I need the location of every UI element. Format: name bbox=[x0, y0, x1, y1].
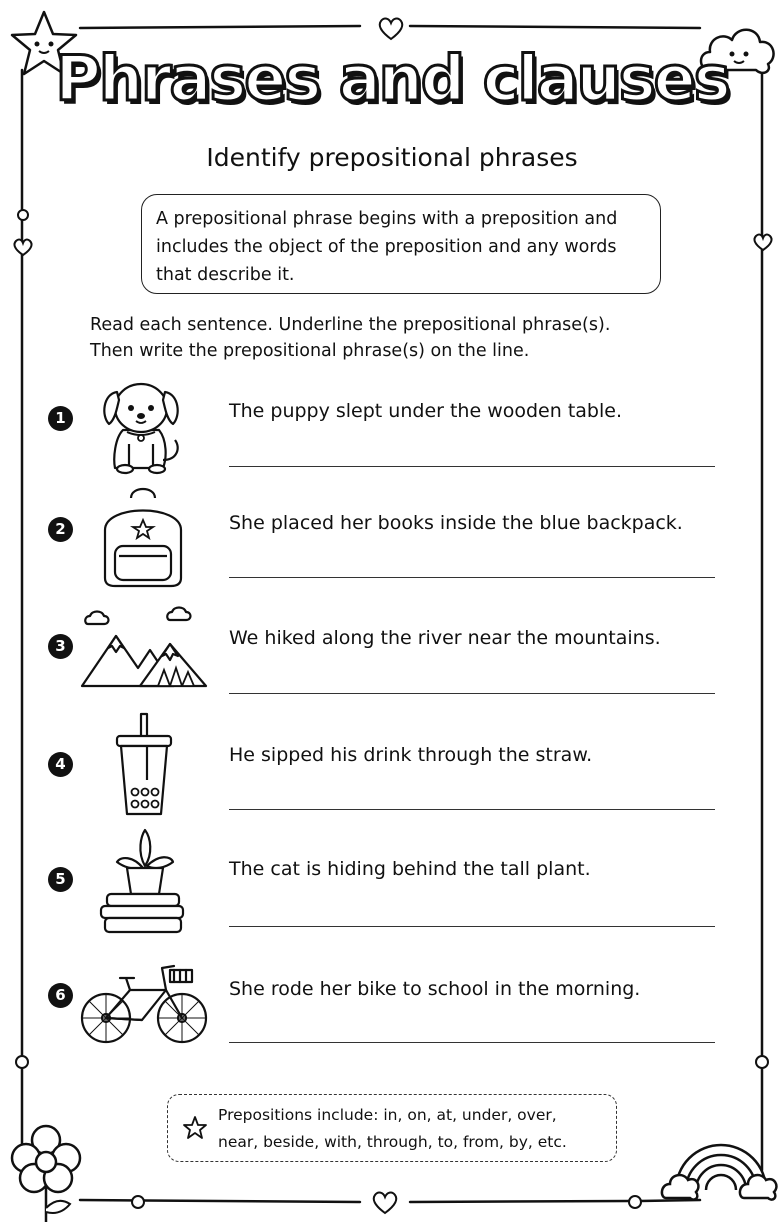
plant-on-books-icon bbox=[85, 828, 225, 938]
answer-line[interactable] bbox=[229, 809, 715, 810]
flower-icon bbox=[4, 1120, 88, 1226]
answer-line[interactable] bbox=[229, 693, 715, 694]
instructions bbox=[90, 312, 730, 364]
drink-cup-icon bbox=[85, 714, 225, 824]
bicycle-icon bbox=[78, 948, 218, 1058]
exercise-item bbox=[0, 714, 784, 824]
answer-line[interactable] bbox=[229, 466, 715, 467]
exercise-item bbox=[0, 948, 784, 1058]
item-number: 5 bbox=[48, 867, 73, 892]
heart-icon bbox=[10, 205, 36, 265]
heart-icon bbox=[750, 230, 776, 270]
backpack-icon bbox=[85, 480, 225, 590]
item-number: 4 bbox=[48, 752, 73, 777]
ring-ornament-icon bbox=[625, 1192, 645, 1212]
definition-box bbox=[141, 194, 661, 294]
item-number: 1 bbox=[48, 406, 73, 431]
page-subtitle: Identify prepositional phrases bbox=[206, 143, 578, 172]
exercise-item bbox=[0, 828, 784, 938]
sentence-text: She rode her bike to school in the morning. bbox=[229, 978, 641, 1000]
item-number: 2 bbox=[48, 517, 73, 542]
exercise-item bbox=[0, 368, 784, 478]
note-line: near, beside, with, through, to, from, by, etc. bbox=[218, 1133, 567, 1151]
heart-icon bbox=[376, 14, 406, 42]
definition-line: includes the object of the preposition and any words bbox=[156, 237, 617, 257]
ring-ornament-icon bbox=[128, 1192, 148, 1212]
answer-line[interactable] bbox=[229, 577, 715, 578]
sentence-text: The puppy slept under the wooden table. bbox=[229, 400, 622, 422]
sentence-text: The cat is hiding behind the tall plant. bbox=[229, 858, 591, 880]
mountains-icon bbox=[78, 598, 218, 708]
heart-icon bbox=[370, 1188, 400, 1216]
definition-line: that describe it. bbox=[156, 265, 295, 285]
note-line: Prepositions include: in, on, at, under, over, bbox=[218, 1106, 557, 1124]
sentence-text: She placed her books inside the blue backpack. bbox=[229, 512, 683, 534]
item-number: 6 bbox=[48, 983, 73, 1008]
answer-line[interactable] bbox=[229, 1042, 715, 1043]
instruction-line: Read each sentence. Underline the prepositional phrase(s). bbox=[90, 315, 611, 335]
star-icon bbox=[182, 1115, 208, 1141]
exercise-item bbox=[0, 480, 784, 590]
item-number: 3 bbox=[48, 634, 73, 659]
page-title: Phrases and clauses bbox=[55, 42, 729, 115]
sentence-text: He sipped his drink through the straw. bbox=[229, 744, 593, 766]
definition-line: A prepositional phrase begins with a preposition and bbox=[156, 209, 618, 229]
answer-line[interactable] bbox=[229, 926, 715, 927]
rainbow-icon bbox=[662, 1112, 780, 1204]
instruction-line: Then write the prepositional phrase(s) on the line. bbox=[90, 341, 530, 361]
exercise-item bbox=[0, 598, 784, 708]
sentence-text: We hiked along the river near the mountains. bbox=[229, 627, 661, 649]
puppy-icon bbox=[85, 368, 225, 478]
prepositions-note bbox=[167, 1094, 617, 1162]
